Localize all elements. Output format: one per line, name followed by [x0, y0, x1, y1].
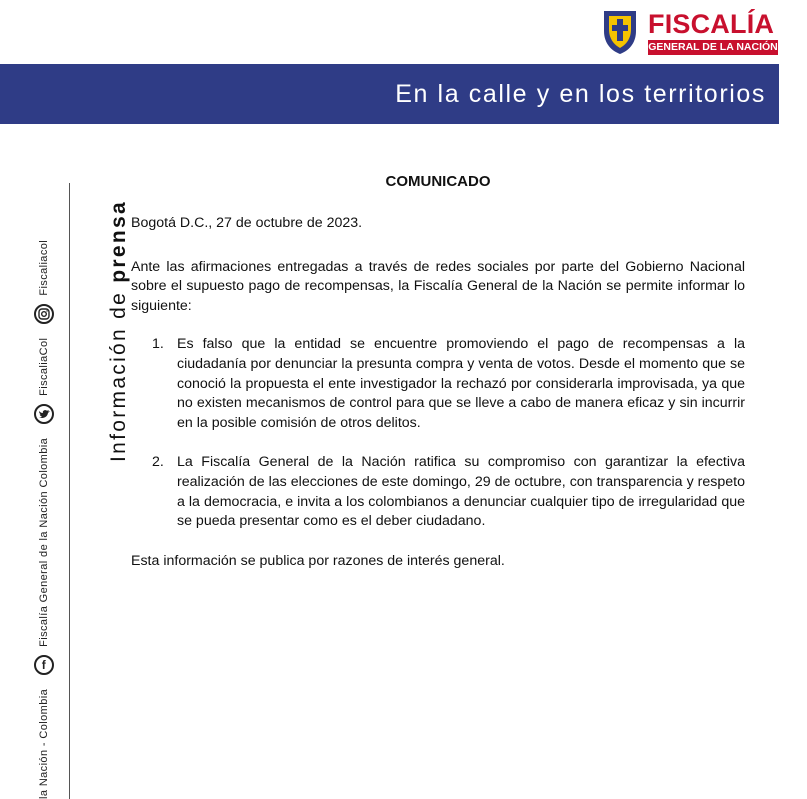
press-release-body — [131, 172, 745, 571]
logo-subtitle: GENERAL DE LA NACIÓN — [648, 41, 778, 53]
list-item — [131, 453, 745, 531]
press-label-light: Información de — [107, 290, 130, 462]
intro-paragraph: Ante las afirmaciones entregadas a través de redes sociales por parte del Gobierno Nacional sobre el supuesto pago de recompensas, la Fiscalía General de la Nación se permite informar lo siguiente: — [131, 258, 745, 314]
shield-icon — [601, 9, 639, 55]
logo-title: FISCALÍA — [648, 9, 775, 39]
document-title: COMUNICADO — [385, 173, 491, 190]
instagram-label: Fiscaliacol — [38, 239, 50, 296]
banner-slogan: En la calle y en los territorios — [395, 80, 766, 108]
twitter-icon[interactable] — [34, 404, 54, 424]
list-item-text: Es falso que la entidad se encuentre promoviendo el pago de recompensas a la ciudadanía por denunciar la presunta compra y venta de votos. Desde el momento que se conoció la propuesta el ente investigador la rechazó por considerarla improvisada, ya que no existen mecanismos de control para que se lleve a cabo de manera eficaz y sin incurrir en la posible comisión de otros delitos. — [177, 336, 745, 431]
header-banner — [0, 64, 779, 124]
sidebar-divider — [69, 183, 70, 799]
statement-list — [131, 335, 745, 531]
list-item-text: La Fiscalía General de la Nación ratifica su compromiso con garantizar la efectiva realización de las elecciones de este domingo, 29 de octubre, con transparencia y respeto a la democracia, e invita a los colombianos a denunciar cualquier tipo de irregularidad que se pueda presentar como es el deber ciudadano. — [177, 454, 745, 530]
fiscalia-logo — [601, 9, 779, 55]
list-item — [131, 335, 745, 433]
twitter-label: FiscaliaCol — [38, 337, 50, 396]
press-label-bold: prensa — [107, 200, 130, 283]
facebook-label: Fiscalía General de la Nación Colombia — [38, 437, 50, 647]
closing-paragraph: Esta información se publica por razones de interés general. — [131, 552, 505, 569]
press-info-label — [106, 200, 132, 462]
sidebar-footer-text: la Nación - Colombia — [38, 688, 50, 799]
list-item-number: 2. — [152, 454, 164, 471]
date-line: Bogotá D.C., 27 de octubre de 2023. — [131, 215, 363, 231]
facebook-icon[interactable]: f — [34, 655, 54, 675]
list-item-number: 1. — [152, 336, 164, 353]
instagram-icon[interactable] — [34, 304, 54, 324]
social-sidebar — [37, 234, 51, 799]
